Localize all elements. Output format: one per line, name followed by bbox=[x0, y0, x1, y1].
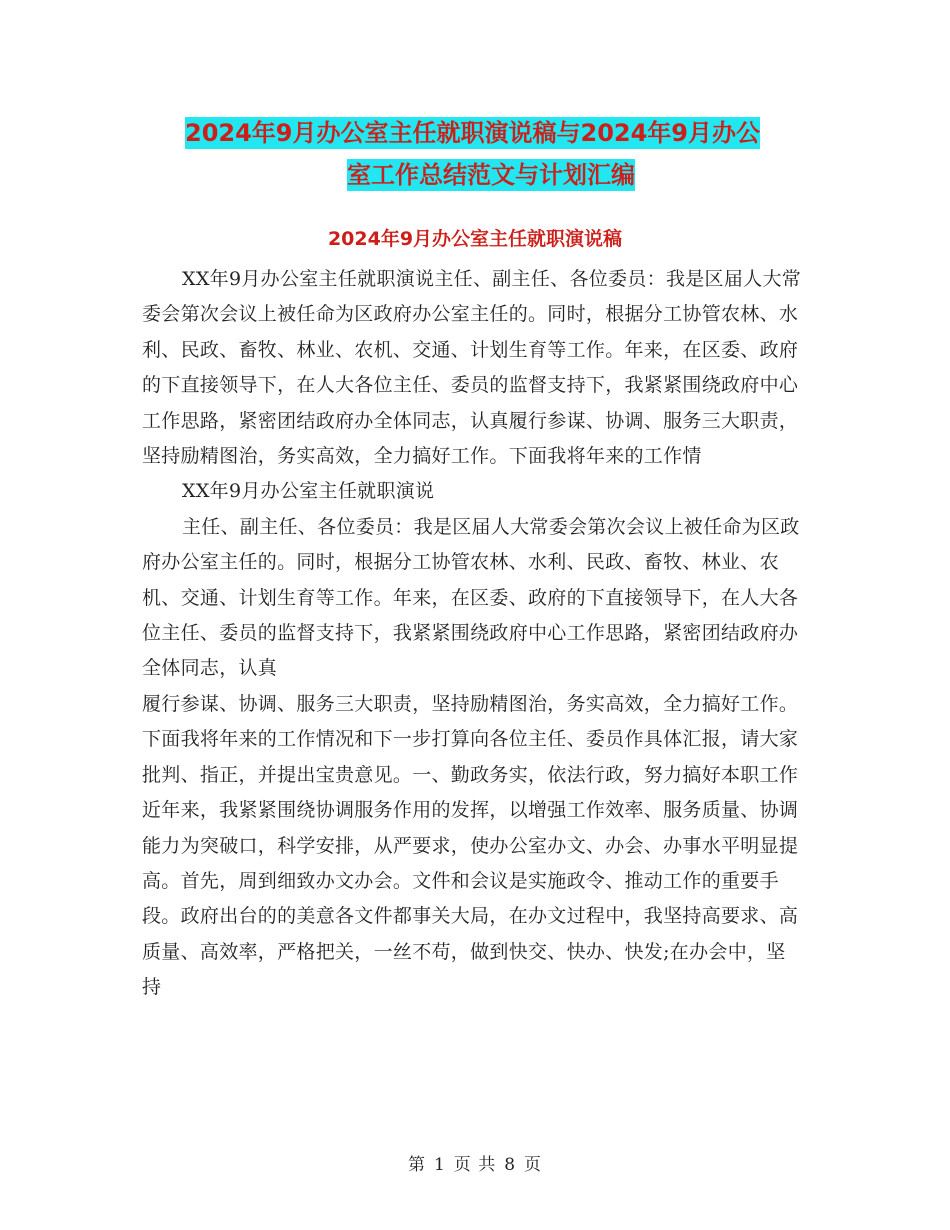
paragraph-3: 主任、副主任、各位委员：我是区届人大常委会第次会议上被任命为区政府办公室主任的。同时，根据分工协管农林、水利、民政、畜牧、林业、农机、交通、计划生育等工作。年来，在区委、政府的下直接领导下，在人大各位主任、委员的监督支持下，我紧紧围绕政府中心工作思路，紧密团结政府办全体同志，认真 bbox=[142, 515, 800, 680]
document-title-line2: 室工作总结范文与计划汇编 bbox=[347, 161, 635, 189]
paragraph-1: XX年9月办公室主任就职演说主任、副主任、各位委员：我是区届人大常委会第次会议上被任命为区政府办公室主任的。同时，根据分工协管农林、水利、民政、畜牧、林业、农机、交通、计划生育等工作。年来，在区委、政府的下直接领导下，在人大各位主任、委员的监督支持下，我紧紧围绕政府中心工作思路，紧密团结政府办全体同志，认真履行参谋、协调、服务三大职责，坚持励精图治，务实高效，全力搞好工作。下面我将年来的工作情 bbox=[142, 268, 802, 468]
page-footer bbox=[0, 1150, 950, 1175]
paragraph-4: 履行参谋、协调、服务三大职责，坚持励精图治，务实高效，全力搞好工作。下面我将年来的工作情况和下一步打算向各位主任、委员作具体汇报，请大家批判、指正，并提出宝贵意见。一、勤政务实，依法行政，努力搞好本职工作近年来，我紧紧围绕协调服务作用的发挥，以增强工作效率、服务质量、协调能力为突破口，科学安排，从严要求，使办公室办文、办会、办事水平明显提高。首先，周到细致办文办会。文件和会议是实施政令、推动工作的重要手段。政府出台的的美意各文件都事关大局，在办文过程中，我坚持高要求、高质量、高效率，严格把关，一丝不苟，做到快交、快办、快发;在办会中，坚持 bbox=[142, 692, 799, 999]
document-title bbox=[185, 112, 825, 196]
document-title-line1: 2024年9月办公室主任就职演说稿与2024年9月办公 bbox=[185, 119, 760, 147]
document-body bbox=[142, 262, 802, 1006]
footer-prefix: 第 bbox=[407, 1155, 426, 1175]
footer-total-pages: 8 bbox=[504, 1155, 517, 1175]
footer-middle: 页 共 bbox=[453, 1155, 497, 1175]
footer-page-number: 1 bbox=[433, 1155, 446, 1175]
paragraph-2: XX年9月办公室主任就职演说 bbox=[182, 480, 435, 503]
section-heading: 2024年9月办公室主任就职演说稿 bbox=[327, 228, 623, 250]
footer-suffix: 页 bbox=[524, 1155, 543, 1175]
